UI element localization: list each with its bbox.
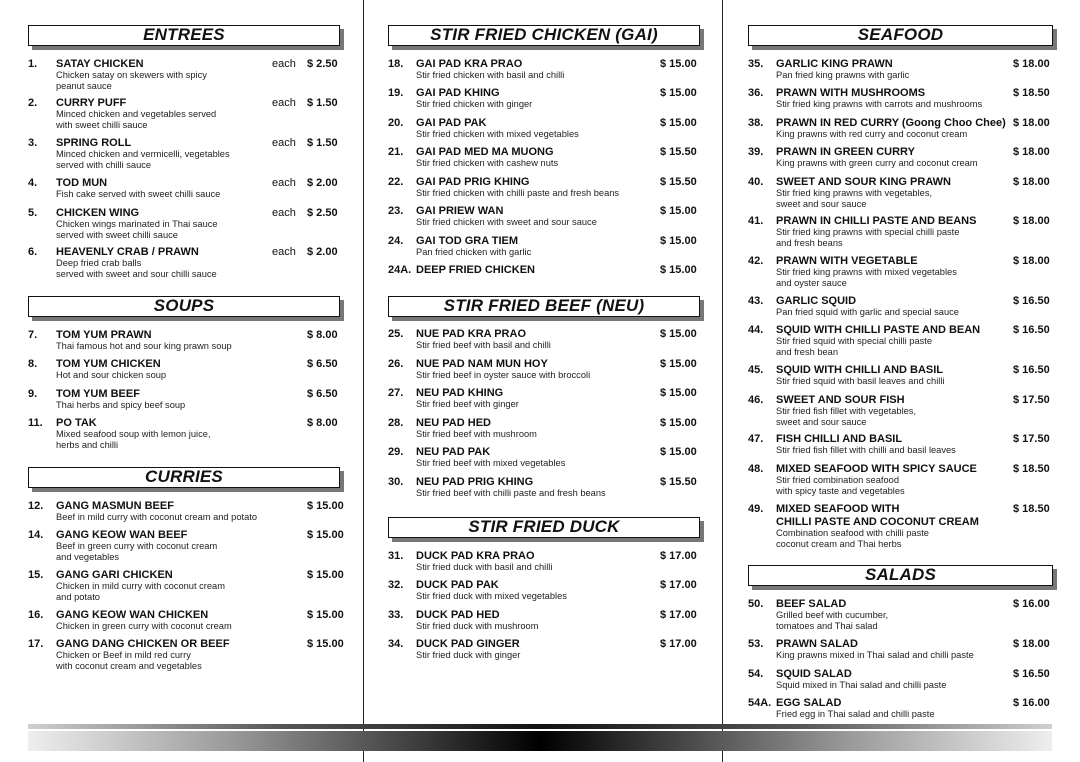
item-price: $ 15.00 xyxy=(307,569,344,581)
item-unit-label: each xyxy=(272,207,296,219)
item-name: GANG KEOW WAN BEEF xyxy=(56,529,188,541)
item-description: Combination seafood with chilli paste xyxy=(776,528,929,538)
item-name: GANG GARI CHICKEN xyxy=(56,569,173,581)
item-number: 8. xyxy=(28,358,38,370)
item-price: $ 8.00 xyxy=(307,329,338,341)
item-name: DUCK PAD KRA PRAO xyxy=(416,550,535,562)
item-name: MIXED SEAFOOD WITH xyxy=(776,503,900,515)
item-description: with coconut cream and vegetables xyxy=(56,660,202,671)
item-name: GARLIC SQUID xyxy=(776,295,857,307)
item-description: Stir fried squid with special chilli paste xyxy=(776,336,933,346)
item-description: and vegetables xyxy=(56,551,120,562)
item-number: 9. xyxy=(28,388,38,400)
item-price: $ 15.00 xyxy=(660,117,697,129)
item-name: GAI PRIEW WAN xyxy=(416,205,504,217)
item-number: 36. xyxy=(748,87,764,99)
item-description: Hot and sour chicken soup xyxy=(56,370,167,380)
item-description: Stir fried beef with mixed vegetables xyxy=(416,458,566,468)
item-description: sweet and sour sauce xyxy=(776,416,867,427)
item-price: $ 15.50 xyxy=(660,476,697,488)
item-description: Stir fried beef with mushroom xyxy=(416,429,537,439)
item-price: $ 15.00 xyxy=(660,358,697,370)
item-name: PRAWN IN CHILLI PASTE AND BEANS xyxy=(776,215,977,227)
item-number: 22. xyxy=(388,176,404,188)
item-description: and potato xyxy=(56,591,100,602)
item-name: GAI PAD KHING xyxy=(416,87,500,99)
item-number: 54A. xyxy=(748,697,772,709)
item-name: MIXED SEAFOOD WITH SPICY SAUCE xyxy=(776,463,977,475)
section-header: STIR FRIED CHICKEN (GAI) xyxy=(388,25,700,46)
item-price: $ 15.00 xyxy=(307,609,344,621)
item-description: Stir fried king prawns with vegetables, xyxy=(776,188,933,198)
item-description: served with chilli sauce xyxy=(56,159,152,170)
item-description: Chicken wings marinated in Thai sauce xyxy=(56,219,218,229)
item-name: TOM YUM CHICKEN xyxy=(56,358,161,370)
item-description: Pan fried squid with garlic and special sauce xyxy=(776,307,959,317)
menu-column xyxy=(388,0,700,762)
item-number: 42. xyxy=(748,255,764,267)
item-price: $ 18.00 xyxy=(1013,117,1050,129)
item-name: SQUID WITH CHILLI AND BASIL xyxy=(776,364,944,376)
item-name: DUCK PAD HED xyxy=(416,609,500,621)
item-number: 50. xyxy=(748,598,764,610)
item-name: GAI PAD MED MA MUONG xyxy=(416,146,554,158)
column-divider-right xyxy=(722,0,723,762)
item-price: $ 18.00 xyxy=(1013,255,1050,267)
item-description: Deep fried crab balls xyxy=(56,258,142,268)
item-name: DEEP FRIED CHICKEN xyxy=(416,264,535,276)
item-number: 19. xyxy=(388,87,404,99)
section-header: ENTREES xyxy=(28,25,340,46)
item-description: King prawns with green curry and coconut cream xyxy=(776,158,978,168)
item-description: Thai famous hot and sour king prawn soup xyxy=(56,341,232,351)
item-description: and fresh bean xyxy=(776,346,839,357)
item-number: 33. xyxy=(388,609,404,621)
item-description: with sweet chilli sauce xyxy=(56,119,148,130)
item-number: 2. xyxy=(28,97,38,109)
item-description: Mixed seafood soup with lemon juice, xyxy=(56,429,211,439)
item-price: $ 6.50 xyxy=(307,388,338,400)
item-price: $ 18.00 xyxy=(1013,146,1050,158)
item-name: GARLIC KING PRAWN xyxy=(776,58,893,70)
section-header: SEAFOOD xyxy=(748,25,1053,46)
item-number: 24A. xyxy=(388,264,412,276)
item-number: 31. xyxy=(388,550,404,562)
item-name: TOM YUM BEEF xyxy=(56,388,140,400)
item-description: Fish cake served with sweet chilli sauce xyxy=(56,189,221,199)
item-description: Stir fried chicken with sweet and sour sauce xyxy=(416,217,597,227)
item-price: $ 1.50 xyxy=(307,97,338,109)
item-number: 29. xyxy=(388,446,404,458)
item-description: Chicken satay on skewers with spicy xyxy=(56,70,207,80)
item-price: $ 2.00 xyxy=(307,177,338,189)
item-description: Stir fried chicken with ginger xyxy=(416,99,533,109)
item-number: 40. xyxy=(748,176,764,188)
item-unit-label: each xyxy=(272,137,296,149)
item-description: Stir fried beef with chilli paste and fresh beans xyxy=(416,488,606,498)
item-number: 24. xyxy=(388,235,404,247)
item-price: $ 18.50 xyxy=(1013,463,1050,475)
item-description: Stir fried beef with ginger xyxy=(416,399,519,409)
item-description: and fresh beans xyxy=(776,237,843,248)
item-description: Stir fried duck with ginger xyxy=(416,650,521,660)
item-number: 43. xyxy=(748,295,764,307)
item-price: $ 15.00 xyxy=(660,264,697,276)
item-description: Chicken in green curry with coconut cream xyxy=(56,621,232,631)
section-header: STIR FRIED DUCK xyxy=(388,517,700,538)
item-description: Stir fried combination seafood xyxy=(776,475,899,485)
item-price: $ 15.00 xyxy=(307,638,344,650)
item-name: SQUID SALAD xyxy=(776,668,852,680)
item-description: Stir fried chicken with basil and chilli xyxy=(416,70,565,80)
item-price: $ 15.00 xyxy=(660,87,697,99)
item-name: GAI PAD PRIG KHING xyxy=(416,176,530,188)
item-number: 49. xyxy=(748,503,764,515)
item-name: TOD MUN xyxy=(56,177,108,189)
item-number: 45. xyxy=(748,364,764,376)
item-description: Stir fried duck with mushroom xyxy=(416,621,539,631)
item-name: TOM YUM PRAWN xyxy=(56,329,152,341)
item-description: Stir fried duck with mixed vegetables xyxy=(416,591,567,601)
item-name: NEU PAD HED xyxy=(416,417,491,429)
item-name: PRAWN WITH MUSHROOMS xyxy=(776,87,926,99)
item-unit-label: each xyxy=(272,246,296,258)
section-header: SALADS xyxy=(748,565,1053,586)
item-name: GAI PAD PAK xyxy=(416,117,487,129)
item-description: Stir fried duck with basil and chilli xyxy=(416,562,553,572)
item-number: 4. xyxy=(28,177,38,189)
item-description: Pan fried chicken with garlic xyxy=(416,247,532,257)
item-number: 17. xyxy=(28,638,44,650)
item-number: 23. xyxy=(388,205,404,217)
item-description: Grilled beef with cucumber, xyxy=(776,610,889,620)
item-description: Chicken or Beef in mild red curry xyxy=(56,650,191,660)
item-description: Stir fried beef with basil and chilli xyxy=(416,340,551,350)
menu-column xyxy=(748,0,1053,762)
item-number: 16. xyxy=(28,609,44,621)
item-price: $ 17.00 xyxy=(660,609,697,621)
item-name: SPRING ROLL xyxy=(56,137,132,149)
item-price: $ 17.00 xyxy=(660,550,697,562)
item-number: 5. xyxy=(28,207,38,219)
item-description: Beef in green curry with coconut cream xyxy=(56,541,218,551)
item-number: 3. xyxy=(28,137,38,149)
item-number: 34. xyxy=(388,638,404,650)
item-name: FISH CHILLI AND BASIL xyxy=(776,433,903,445)
item-number: 15. xyxy=(28,569,44,581)
item-price: $ 15.00 xyxy=(660,205,697,217)
item-number: 35. xyxy=(748,58,764,70)
item-number: 32. xyxy=(388,579,404,591)
item-price: $ 8.00 xyxy=(307,417,338,429)
item-name: NEU PAD PAK xyxy=(416,446,491,458)
item-description: Chicken in mild curry with coconut cream xyxy=(56,581,225,591)
item-price: $ 15.00 xyxy=(660,387,697,399)
item-description: Stir fried chicken with chilli paste and fresh beans xyxy=(416,188,620,198)
item-number: 48. xyxy=(748,463,764,475)
item-name: GAI TOD GRA TIEM xyxy=(416,235,519,247)
item-description: King prawns with red curry and coconut cream xyxy=(776,129,968,139)
item-description: Stir fried chicken with mixed vegetables xyxy=(416,129,579,139)
item-description: Thai herbs and spicy beef soup xyxy=(56,400,186,410)
item-description: Stir fried fish fillet with chilli and basil leaves xyxy=(776,445,956,455)
item-price: $ 16.00 xyxy=(1013,598,1050,610)
item-price: $ 6.50 xyxy=(307,358,338,370)
item-name: GAI PAD KRA PRAO xyxy=(416,58,523,70)
item-price: $ 15.00 xyxy=(660,446,697,458)
item-name: EGG SALAD xyxy=(776,697,842,709)
item-number: 39. xyxy=(748,146,764,158)
item-description: Stir fried beef in oyster sauce with broccoli xyxy=(416,370,591,380)
footer-rule xyxy=(28,724,1052,729)
item-number: 6. xyxy=(28,246,38,258)
item-description: served with sweet chilli sauce xyxy=(56,229,178,240)
item-description: Stir fried king prawns with mixed vegetables xyxy=(776,267,957,277)
item-name: GANG MASMUN BEEF xyxy=(56,500,174,512)
item-name: SWEET AND SOUR FISH xyxy=(776,394,905,406)
item-name: PRAWN IN GREEN CURRY xyxy=(776,146,915,158)
item-description: sweet and sour sauce xyxy=(776,198,867,209)
item-price: $ 2.00 xyxy=(307,246,338,258)
footer-gradient-band xyxy=(28,731,1052,751)
item-price: $ 18.50 xyxy=(1013,87,1050,99)
column-divider-left xyxy=(363,0,364,762)
item-number: 38. xyxy=(748,117,764,129)
item-number: 54. xyxy=(748,668,764,680)
item-number: 14. xyxy=(28,529,44,541)
item-name: GANG DANG CHICKEN OR BEEF xyxy=(56,638,230,650)
item-description: and oyster sauce xyxy=(776,277,847,288)
item-price: $ 18.00 xyxy=(1013,638,1050,650)
item-description: tomatoes and Thai salad xyxy=(776,620,878,631)
item-price: $ 15.00 xyxy=(660,417,697,429)
item-name: NUE PAD NAM MUN HOY xyxy=(416,358,548,370)
item-number: 18. xyxy=(388,58,404,70)
item-name: PRAWN WITH VEGETABLE xyxy=(776,255,918,267)
item-description: coconut cream and Thai herbs xyxy=(776,538,902,549)
item-number: 53. xyxy=(748,638,764,650)
item-unit-label: each xyxy=(272,177,296,189)
section-header: STIR FRIED BEEF (NEU) xyxy=(388,296,700,317)
item-price: $ 2.50 xyxy=(307,207,338,219)
item-description: Fried egg in Thai salad and chilli paste xyxy=(776,709,935,719)
item-description: Stir fried chicken with cashew nuts xyxy=(416,158,559,168)
item-name: NEU PAD PRIG KHING xyxy=(416,476,534,488)
item-name: DUCK PAD GINGER xyxy=(416,638,520,650)
item-name: PRAWN IN RED CURRY (Goong Choo Chee) xyxy=(776,117,1006,129)
item-name-line2: CHILLI PASTE AND COCONUT CREAM xyxy=(776,516,979,528)
item-number: 7. xyxy=(28,329,38,341)
item-number: 41. xyxy=(748,215,764,227)
item-price: $ 2.50 xyxy=(307,58,338,70)
item-description: Beef in mild curry with coconut cream and potato xyxy=(56,512,258,522)
item-name: BEEF SALAD xyxy=(776,598,847,610)
item-price: $ 17.00 xyxy=(660,579,697,591)
item-price: $ 16.50 xyxy=(1013,668,1050,680)
item-price: $ 15.00 xyxy=(307,529,344,541)
item-description: Stir fried squid with basil leaves and chilli xyxy=(776,376,945,386)
item-number: 28. xyxy=(388,417,404,429)
item-number: 1. xyxy=(28,58,38,70)
item-price: $ 18.00 xyxy=(1013,176,1050,188)
item-price: $ 15.00 xyxy=(660,58,697,70)
item-price: $ 17.50 xyxy=(1013,394,1050,406)
item-description: peanut sauce xyxy=(56,80,112,91)
item-price: $ 18.50 xyxy=(1013,503,1050,515)
item-number: 30. xyxy=(388,476,404,488)
item-name: DUCK PAD PAK xyxy=(416,579,499,591)
item-price: $ 15.00 xyxy=(307,500,344,512)
item-description: Squid mixed in Thai salad and chilli paste xyxy=(776,680,947,690)
item-price: $ 18.00 xyxy=(1013,58,1050,70)
item-number: 47. xyxy=(748,433,764,445)
item-name: SATAY CHICKEN xyxy=(56,58,144,70)
item-description: Minced chicken and vegetables served xyxy=(56,109,217,119)
item-price: $ 15.00 xyxy=(660,328,697,340)
item-price: $ 16.50 xyxy=(1013,364,1050,376)
item-number: 44. xyxy=(748,324,764,336)
item-description: Stir fried king prawns with special chilli paste xyxy=(776,227,960,237)
item-description: Minced chicken and vermicelli, vegetables xyxy=(56,149,230,159)
item-description: served with sweet and sour chilli sauce xyxy=(56,268,217,279)
section-header: SOUPS xyxy=(28,296,340,317)
item-price: $ 16.00 xyxy=(1013,697,1050,709)
item-description: Stir fried fish fillet with vegetables, xyxy=(776,406,917,416)
item-number: 12. xyxy=(28,500,44,512)
item-price: $ 17.50 xyxy=(1013,433,1050,445)
item-price: $ 15.00 xyxy=(660,235,697,247)
item-number: 26. xyxy=(388,358,404,370)
item-description: herbs and chilli xyxy=(56,439,119,450)
item-number: 20. xyxy=(388,117,404,129)
item-description: Pan fried king prawns with garlic xyxy=(776,70,910,80)
item-description: with spicy taste and vegetables xyxy=(776,485,905,496)
item-description: King prawns mixed in Thai salad and chilli paste xyxy=(776,650,974,660)
item-price: $ 1.50 xyxy=(307,137,338,149)
item-price: $ 16.50 xyxy=(1013,295,1050,307)
item-price: $ 15.50 xyxy=(660,146,697,158)
item-name: SQUID WITH CHILLI PASTE AND BEAN xyxy=(776,324,981,336)
section-header: CURRIES xyxy=(28,467,340,488)
item-name: CURRY PUFF xyxy=(56,97,127,109)
item-name: PRAWN SALAD xyxy=(776,638,858,650)
item-name: HEAVENLY CRAB / PRAWN xyxy=(56,246,199,258)
item-price: $ 16.50 xyxy=(1013,324,1050,336)
item-unit-label: each xyxy=(272,58,296,70)
item-number: 11. xyxy=(28,417,43,429)
item-number: 25. xyxy=(388,328,404,340)
item-name: NUE PAD KRA PRAO xyxy=(416,328,527,340)
item-name: SWEET AND SOUR KING PRAWN xyxy=(776,176,951,188)
item-name: GANG KEOW WAN CHICKEN xyxy=(56,609,209,621)
item-price: $ 18.00 xyxy=(1013,215,1050,227)
item-name: CHICKEN WING xyxy=(56,207,140,219)
item-number: 21. xyxy=(388,146,404,158)
item-price: $ 15.50 xyxy=(660,176,697,188)
item-name: NEU PAD KHING xyxy=(416,387,504,399)
item-description: Stir fried king prawns with carrots and mushrooms xyxy=(776,99,983,109)
item-number: 27. xyxy=(388,387,404,399)
item-number: 46. xyxy=(748,394,764,406)
menu-column xyxy=(28,0,344,762)
item-unit-label: each xyxy=(272,97,296,109)
item-name: PO TAK xyxy=(56,417,97,429)
item-price: $ 17.00 xyxy=(660,638,697,650)
